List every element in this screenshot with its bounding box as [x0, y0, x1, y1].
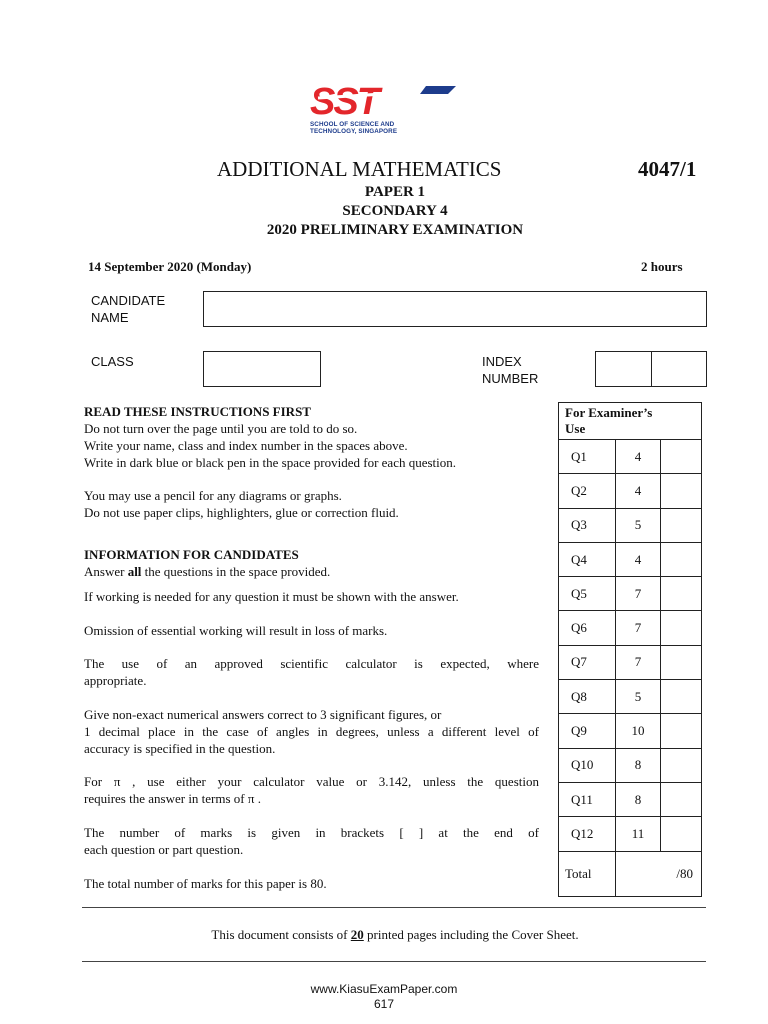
examiner-row — [559, 645, 702, 679]
candidate-name-field[interactable] — [203, 291, 707, 327]
question-label: Q9 — [559, 714, 616, 748]
info-answer-all — [84, 563, 539, 580]
total-row — [559, 851, 702, 896]
logo-line2: TECHNOLOGY, SINGAPORE — [310, 128, 398, 135]
examiner-row — [559, 817, 702, 851]
info-marks-2: each question or part question. — [84, 842, 244, 857]
examiner-row — [559, 748, 702, 782]
score-cell[interactable] — [661, 714, 702, 748]
score-cell[interactable] — [661, 748, 702, 782]
score-cell[interactable] — [661, 680, 702, 714]
question-label: Q7 — [559, 645, 616, 679]
question-marks: 8 — [616, 782, 661, 816]
candidate-label-line2: NAME — [91, 310, 129, 325]
instruction-line-5: Do not use paper clips, highlighters, glue or correction fluid. — [84, 505, 399, 520]
index-number-field-1[interactable] — [595, 351, 652, 387]
info-pi-1: For π , use either your calculator value or 3.142, unless the question — [84, 774, 539, 789]
score-cell[interactable] — [661, 577, 702, 611]
index-label-line2: NUMBER — [482, 371, 539, 386]
question-label: Q11 — [559, 782, 616, 816]
total-value: /80 — [616, 851, 702, 896]
info-pi-2: requires the answer in terms of π . — [84, 791, 261, 806]
logo-subtitle — [310, 121, 397, 135]
level: SECONDARY 4 — [342, 203, 448, 219]
exam-date: 14 September 2020 (Monday) — [88, 259, 252, 274]
info-omission: Omission of essential working will result in loss of marks. — [84, 623, 388, 638]
score-cell[interactable] — [661, 817, 702, 851]
examiner-row — [559, 782, 702, 816]
consists-pre: This document consists of — [211, 927, 351, 942]
score-cell[interactable] — [661, 542, 702, 576]
exam-name: 2020 PRELIMINARY EXAMINATION — [266, 222, 524, 238]
score-cell[interactable] — [661, 611, 702, 645]
info-calculator-2: appropriate. — [84, 673, 147, 688]
sst-logo-icon — [308, 84, 458, 120]
question-marks: 7 — [616, 645, 661, 679]
instruction-line-2: Write your name, class and index number in the spaces above. — [84, 438, 408, 453]
total-label: Total — [559, 851, 616, 896]
divider-top — [82, 907, 706, 908]
subject-title: ADDITIONAL MATHEMATICS — [217, 157, 502, 181]
info-working: If working is needed for any question it must be shown with the answer. — [84, 589, 459, 604]
instruction-line-4: You may use a pencil for any diagrams or graphs. — [84, 488, 342, 503]
examiner-row — [559, 542, 702, 576]
instruction-line-3: Write in dark blue or black pen in the space provided for each question. — [84, 455, 457, 470]
answer-post: the questions in the space provided. — [141, 564, 331, 579]
question-label: Q1 — [559, 440, 616, 474]
examiner-row — [559, 714, 702, 748]
paper-number: PAPER 1 — [364, 184, 426, 200]
question-marks: 11 — [616, 817, 661, 851]
answer-pre: Answer — [84, 564, 128, 579]
info-sigfig-3: accuracy is specified in the question. — [84, 741, 276, 756]
logo-letters: SST — [310, 84, 378, 120]
candidate-label-line1: CANDIDATE — [91, 293, 166, 308]
examiner-row — [559, 440, 702, 474]
instructions-heading: READ THESE INSTRUCTIONS FIRST — [84, 404, 311, 419]
answer-bold: all — [127, 564, 142, 579]
information-heading: INFORMATION FOR CANDIDATES — [84, 547, 299, 562]
question-marks: 8 — [616, 748, 661, 782]
divider-bottom — [82, 961, 706, 962]
page-count: 20 — [350, 927, 364, 942]
consists-post: printed pages including the Cover Sheet. — [363, 927, 579, 942]
info-total-marks: The total number of marks for this paper is 80. — [84, 876, 327, 891]
info-calculator-1: The use of an approved scientific calculator is expected, where — [84, 656, 539, 671]
examiner-row — [559, 508, 702, 542]
website-link[interactable]: www.KiasuExamPaper.com — [310, 982, 458, 996]
question-marks: 7 — [616, 577, 661, 611]
info-sigfig-1: Give non-exact numerical answers correct to 3 significant figures, or — [84, 707, 442, 722]
school-logo — [308, 84, 458, 134]
question-label: Q12 — [559, 817, 616, 851]
question-label: Q4 — [559, 542, 616, 576]
class-label: CLASS — [91, 354, 134, 369]
index-label-line1: INDEX — [482, 354, 522, 369]
examiner-row — [559, 680, 702, 714]
question-label: Q5 — [559, 577, 616, 611]
paper-code: 4047/1 — [638, 157, 697, 181]
index-number-field-2[interactable] — [651, 351, 707, 387]
examiner-heading-line2: Use — [565, 421, 586, 436]
class-field[interactable] — [203, 351, 321, 387]
examiner-heading — [559, 403, 702, 440]
question-marks: 5 — [616, 508, 661, 542]
page-count-statement — [0, 927, 768, 943]
exam-duration: 2 hours — [641, 259, 683, 274]
question-label: Q6 — [559, 611, 616, 645]
question-marks: 5 — [616, 680, 661, 714]
examiner-row — [559, 577, 702, 611]
question-marks: 4 — [616, 542, 661, 576]
score-cell[interactable] — [661, 474, 702, 508]
score-cell[interactable] — [661, 440, 702, 474]
question-label: Q2 — [559, 474, 616, 508]
score-cell[interactable] — [661, 508, 702, 542]
info-marks-1: The number of marks is given in brackets [ ] at the end of — [84, 825, 539, 840]
page-number: 617 — [373, 997, 395, 1011]
instruction-line-1: Do not turn over the page until you are told to do so. — [84, 421, 358, 436]
index-number-label — [482, 353, 538, 387]
question-label: Q3 — [559, 508, 616, 542]
candidate-name-label — [91, 292, 165, 326]
question-label: Q10 — [559, 748, 616, 782]
question-marks: 4 — [616, 474, 661, 508]
score-cell[interactable] — [661, 782, 702, 816]
question-marks: 10 — [616, 714, 661, 748]
question-marks: 4 — [616, 440, 661, 474]
examiner-row — [559, 611, 702, 645]
score-cell[interactable] — [661, 645, 702, 679]
examiner-row — [559, 474, 702, 508]
logo-line1: SCHOOL OF SCIENCE AND — [310, 121, 395, 128]
question-label: Q8 — [559, 680, 616, 714]
info-sigfig-2: 1 decimal place in the case of angles in degrees, unless a different level of — [84, 724, 539, 739]
examiner-heading-line1: For Examiner’s — [565, 405, 653, 420]
examiner-table — [558, 402, 702, 897]
question-marks: 7 — [616, 611, 661, 645]
